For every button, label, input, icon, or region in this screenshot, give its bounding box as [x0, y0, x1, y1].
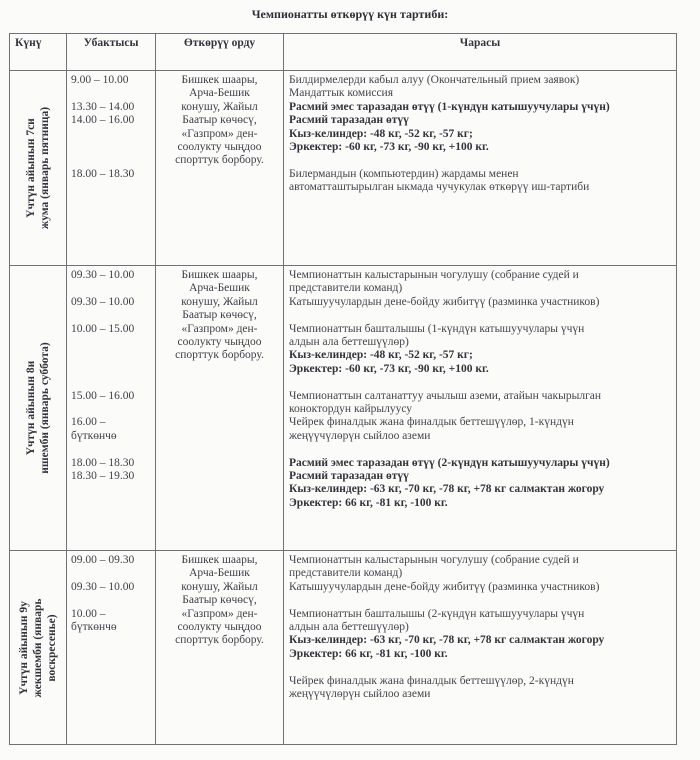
place-line: спорттук борбору.	[175, 154, 264, 167]
time-slot	[71, 336, 155, 349]
time-slot: 09.30 – 10.00	[71, 295, 135, 308]
time-slot: бүткөнчө	[71, 621, 117, 633]
event-line: Расмий таразадан өтүү	[289, 470, 409, 483]
event-line: Катышуучулардын дене-бойду жибитүү (разминка участников)	[289, 580, 600, 593]
day-label-line: Үчтүн айынын 9у	[18, 600, 30, 695]
event-line: жеңүүчүлөрүн сыйлоо аземи	[289, 429, 431, 442]
time-slot	[71, 376, 155, 389]
time-slot	[71, 128, 155, 141]
time-slot	[71, 363, 155, 376]
place-line: Бишкек шаары,	[181, 554, 258, 566]
event-line: Эркектер: -60 кг, -73 кг, -90 кг, +100 кг.	[289, 362, 489, 375]
event-line: представители команд)	[289, 282, 403, 295]
event-line	[289, 309, 676, 322]
time-slot	[71, 141, 155, 154]
event-line: Кыз-келиндер: -63 кг, -70 кг, -78 кг, +78 кг салмактан жогору	[289, 634, 605, 647]
place-line: «Газпром» ден-	[181, 607, 258, 620]
place-line: конушу, Жайыл	[181, 295, 258, 308]
place-line: Бишкек шаары,	[181, 74, 258, 86]
event-line: Катышуучулардын дене-бойду жибитүү (разминка участников)	[289, 295, 600, 308]
event-line: Расмий эмес таразадан өтүү (2-күндүн катышуучулары үчүн)	[289, 456, 610, 469]
event-line	[289, 154, 676, 167]
schedule-table	[9, 33, 677, 745]
place-line: Арча-Бешик	[189, 282, 250, 295]
day-label-line: жекшемби (январь	[32, 598, 44, 697]
time-slot: 16.00 –	[71, 416, 106, 429]
time-slot	[71, 567, 155, 580]
event-cell	[284, 266, 677, 551]
time-slot	[71, 403, 155, 416]
event-cell	[284, 551, 677, 745]
time-slot: 10.00 –	[71, 607, 106, 620]
table-row	[10, 71, 677, 266]
day-label-line: воскресенье)	[46, 613, 58, 682]
place-line: Баатыр көчөсү,	[182, 114, 257, 127]
place-line: Бишкек шаары,	[181, 269, 258, 281]
event-line: Чемпионаттын салтанаттуу ачылыш аземи, атайын чакырылган	[289, 389, 602, 402]
place-cell	[156, 266, 284, 551]
place-line: Арча-Бешик	[189, 567, 250, 580]
event-line: Эркектер: 66 кг, -81 кг, -100 кг.	[289, 496, 448, 509]
event-line: Чемпионаттын калыстарынын чогулушу (собрание судей и	[289, 554, 579, 566]
time-slot	[71, 154, 155, 167]
header-day: Күнү	[10, 34, 67, 71]
time-slot	[71, 309, 155, 322]
place-line: конушу, Жайыл	[181, 580, 258, 593]
event-line: Кыз-келиндер: -48 кг, -52 кг, -57 кг;	[289, 349, 473, 362]
place-cell	[156, 71, 284, 266]
place-line: спорттук борбору.	[175, 349, 264, 362]
day-cell	[10, 551, 67, 745]
time-slot	[71, 349, 155, 362]
time-slot: 09.00 – 09.30	[71, 554, 135, 566]
day-label-line: ишемби (январь суббота)	[39, 342, 51, 474]
place-line: конушу, Жайыл	[181, 100, 258, 113]
time-slot: 09.30 – 10.00	[71, 269, 135, 281]
time-slot: 15.00 – 16.00	[71, 389, 135, 402]
place-line: соолукту чыңдоо	[177, 141, 262, 154]
time-cell	[67, 71, 156, 266]
place-line: «Газпром» ден-	[181, 127, 258, 140]
time-slot: 9.00 – 10.00	[71, 74, 129, 86]
event-line: автоматташтырылган ыкмада чучукулак өткөрүү иш-тартиби	[289, 181, 590, 194]
time-slot: 10.00 – 15.00	[71, 322, 135, 335]
place-line: Баатыр көчөсү,	[182, 309, 257, 322]
event-line: Чемпионаттын калыстарынын чогулушу (собрание судей и	[289, 269, 579, 281]
place-line: соолукту чыңдоо	[177, 336, 262, 349]
event-line: Расмий эмес таразадан өтүү (1-күндүн катышуучулары үчүн)	[289, 100, 610, 113]
event-line: Эркектер: -60 кг, -73 кг, -90 кг, +100 кг.	[289, 141, 489, 154]
time-slot: бүткөнчө	[71, 429, 117, 442]
day-label-line: Үчтүн айынын 7си	[25, 118, 37, 218]
time-slot: 18.00 – 18.30	[71, 167, 135, 180]
document-title: Чемпионатты өткөрүү күн тартиби:	[251, 7, 449, 21]
event-line: Билермандын (компьютердин) жардамы менен	[289, 167, 519, 180]
header-event: Чарасы	[284, 34, 677, 71]
event-line	[289, 661, 676, 674]
time-slot	[71, 443, 155, 456]
event-line: алдын ала беттешүүлөр)	[289, 621, 409, 634]
time-slot: 14.00 – 16.00	[71, 114, 135, 127]
time-slot	[71, 594, 155, 607]
time-slot: 18.00 – 18.30	[71, 456, 135, 469]
day-label	[17, 598, 59, 697]
day-label-line: жума (январь пятница)	[39, 106, 51, 230]
event-line: Расмий таразадан өтүү	[289, 114, 409, 127]
event-line: Чейрек финалдык жана финалдык беттешүүлөр, 1-күндүн	[289, 416, 574, 429]
event-line	[289, 376, 676, 389]
event-line: представители команд)	[289, 567, 403, 580]
day-cell	[10, 71, 67, 266]
header-place: Өткөрүү орду	[156, 34, 284, 71]
table-row	[10, 266, 677, 551]
event-line: Кыз-келиндер: -63 кг, -70 кг, -78 кг, +78 кг салмактан жогору	[289, 483, 605, 496]
place-line: соолукту чыңдоо	[177, 621, 262, 634]
day-label	[24, 342, 52, 473]
day-cell	[10, 266, 67, 551]
time-slot: 13.30 – 14.00	[71, 100, 135, 113]
place-line: Арча-Бешик	[189, 87, 250, 100]
table-header-row	[10, 34, 677, 71]
event-line: Чемпионаттын башталышы (1-күндүн катышуучулары үчүн	[289, 322, 585, 335]
time-slot: 09.30 – 10.00	[71, 580, 135, 593]
place-line: «Газпром» ден-	[181, 322, 258, 335]
event-line: Чемпионаттын башталышы (2-күндүн катышуучулары үчүн	[289, 607, 585, 620]
day-label	[24, 107, 52, 229]
table-row	[10, 551, 677, 745]
time-cell	[67, 551, 156, 745]
event-line: жеңүүчүлөрүн сыйлоо аземи	[289, 688, 431, 701]
place-line: спорттук борбору.	[175, 634, 264, 647]
event-line	[289, 594, 676, 607]
event-line	[289, 443, 676, 456]
event-line: Мандаттык комиссия	[289, 87, 393, 100]
time-cell	[67, 266, 156, 551]
event-line: Билдирмелерди кабыл алуу (Окончательный прием заявок)	[289, 74, 580, 86]
event-line: Чейрек финалдык жана финалдык беттешүүлөр, 2-күндүн	[289, 674, 574, 687]
place-cell	[156, 551, 284, 745]
event-line: коноктордун кайрылуусу	[289, 403, 413, 416]
event-line: алдын ала беттешүүлөр)	[289, 336, 409, 349]
place-line: Баатыр көчөсү,	[182, 594, 257, 607]
time-slot: 18.30 – 19.30	[71, 469, 135, 482]
time-slot	[71, 282, 155, 295]
event-cell	[284, 71, 677, 266]
event-line: Кыз-келиндер: -48 кг, -52 кг, -57 кг;	[289, 127, 473, 140]
day-label-line: Үчтүн айынын 8и	[25, 360, 37, 456]
time-slot	[71, 87, 155, 100]
event-line: Эркектер: 66 кг, -81 кг, -100 кг.	[289, 647, 448, 660]
header-time: Убактысы	[67, 34, 156, 71]
